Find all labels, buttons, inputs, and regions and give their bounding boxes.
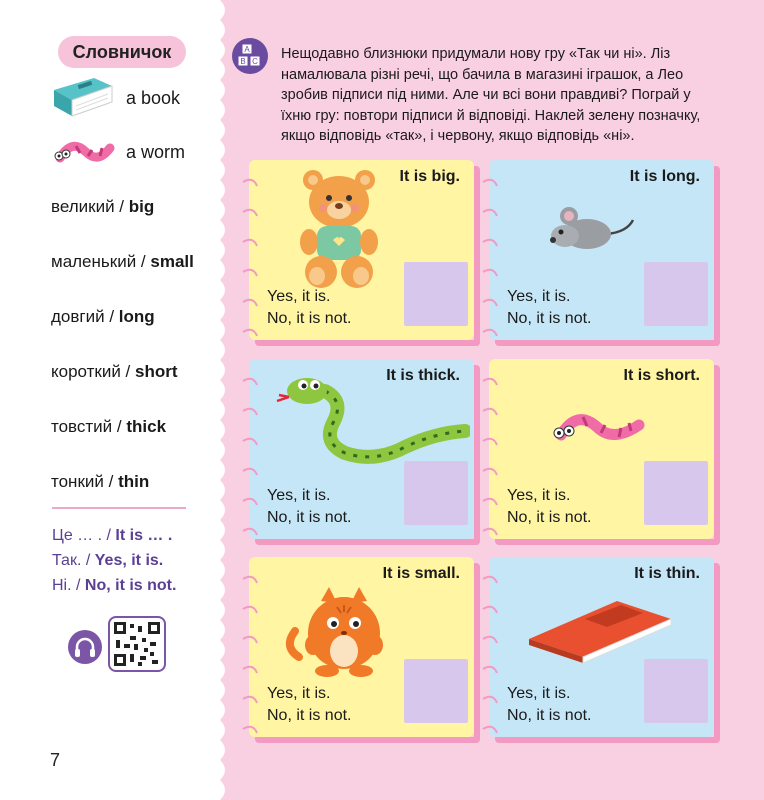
card-yes-answer: Yes, it is.	[507, 685, 571, 702]
card-yes-answer: Yes, it is.	[267, 685, 331, 702]
book-icon	[525, 599, 675, 665]
headphones-icon[interactable]	[68, 630, 102, 664]
card-edge	[255, 737, 480, 743]
card-caption: It is thin.	[634, 565, 700, 582]
left-page	[0, 0, 220, 800]
spiral-holes	[241, 359, 261, 539]
card-no-answer: No, it is not.	[267, 310, 352, 327]
mouse-icon	[547, 204, 637, 254]
spiral-holes	[481, 359, 501, 539]
vocab-item-worm	[50, 134, 185, 170]
spiral-holes	[481, 557, 501, 737]
sticker-placeholder[interactable]	[404, 461, 468, 525]
card-no-answer: No, it is not.	[507, 310, 592, 327]
card-no-answer: No, it is not.	[267, 707, 352, 724]
sticker-placeholder[interactable]	[404, 659, 468, 723]
card-caption: It is thick.	[386, 367, 460, 384]
cat-icon	[279, 587, 409, 677]
card-edge	[255, 340, 480, 346]
card-thick	[249, 359, 474, 539]
vocab-word-long: довгий / long	[51, 307, 155, 326]
teddy-bear-icon	[289, 166, 389, 292]
card-caption: It is big.	[399, 168, 460, 185]
card-yes-answer: Yes, it is.	[507, 288, 571, 305]
phrase-yes: Так. / Yes, it is.	[52, 552, 164, 569]
scalloped-edge	[210, 0, 230, 800]
card-caption: It is long.	[629, 168, 700, 185]
card-edge	[495, 737, 720, 743]
abc-letter-a: A	[244, 45, 250, 54]
card-edge	[495, 539, 720, 545]
vocabulary-title: Словничок	[58, 36, 186, 68]
page-number: 7	[50, 750, 61, 770]
vocab-word-worm: a worm	[126, 141, 186, 162]
abc-letter-c: C	[252, 57, 258, 66]
card-yes-answer: Yes, it is.	[267, 487, 331, 504]
card-short	[489, 359, 714, 539]
vocab-word-thin: тонкий / thin	[51, 472, 150, 491]
card-no-answer: No, it is not.	[507, 707, 592, 724]
phrase-no: Ні. / No, it is not.	[52, 577, 177, 594]
sticker-placeholder[interactable]	[644, 461, 708, 525]
worm-icon	[50, 134, 116, 170]
card-yes-answer: Yes, it is.	[267, 288, 331, 305]
worm-icon	[547, 403, 647, 453]
card-long	[489, 160, 714, 340]
sticker-placeholder[interactable]	[644, 659, 708, 723]
vocab-divider	[52, 507, 186, 509]
spiral-holes	[481, 160, 501, 340]
abc-letter-b: B	[240, 57, 246, 66]
card-yes-answer: Yes, it is.	[507, 487, 571, 504]
card-big	[249, 160, 474, 340]
snake-icon	[275, 371, 470, 467]
card-caption: It is small.	[382, 565, 460, 582]
card-no-answer: No, it is not.	[507, 509, 592, 526]
vocab-word-thick: товстий / thick	[51, 417, 167, 436]
card-no-answer: No, it is not.	[267, 509, 352, 526]
vocab-word-book: a book	[126, 87, 181, 108]
qr-code[interactable]	[108, 616, 166, 672]
card-thin	[489, 557, 714, 737]
vocab-item-book	[50, 76, 180, 120]
card-edge	[495, 340, 720, 346]
book-icon	[50, 76, 116, 120]
sticker-placeholder[interactable]	[404, 262, 468, 326]
spiral-holes	[241, 160, 261, 340]
spiral-holes	[241, 557, 261, 737]
vocab-word-big: великий / big	[51, 197, 155, 216]
card-caption: It is short.	[623, 367, 700, 384]
phrase-it-is: Це … . / It is … .	[52, 527, 173, 544]
card-edge	[255, 539, 480, 545]
sticker-placeholder[interactable]	[644, 262, 708, 326]
vocab-word-small: маленький / small	[51, 252, 194, 271]
abc-blocks-icon	[232, 38, 268, 74]
card-small	[249, 557, 474, 737]
instructions-text: Нещодавно близнюки придумали нову гру «Так чи ні». Ліз намалювала різні речі, що бачила в магазині іграшок, а Лео зробив підписи під ними. Але чи всі вони правдиві? Пограй у їхню гру: повтори підписи й відповіді. Наклей зелену позначку, якщо відповідь «так», і червону, якщо відповідь «ні».	[281, 46, 701, 144]
vocab-word-short: короткий / short	[51, 362, 178, 381]
